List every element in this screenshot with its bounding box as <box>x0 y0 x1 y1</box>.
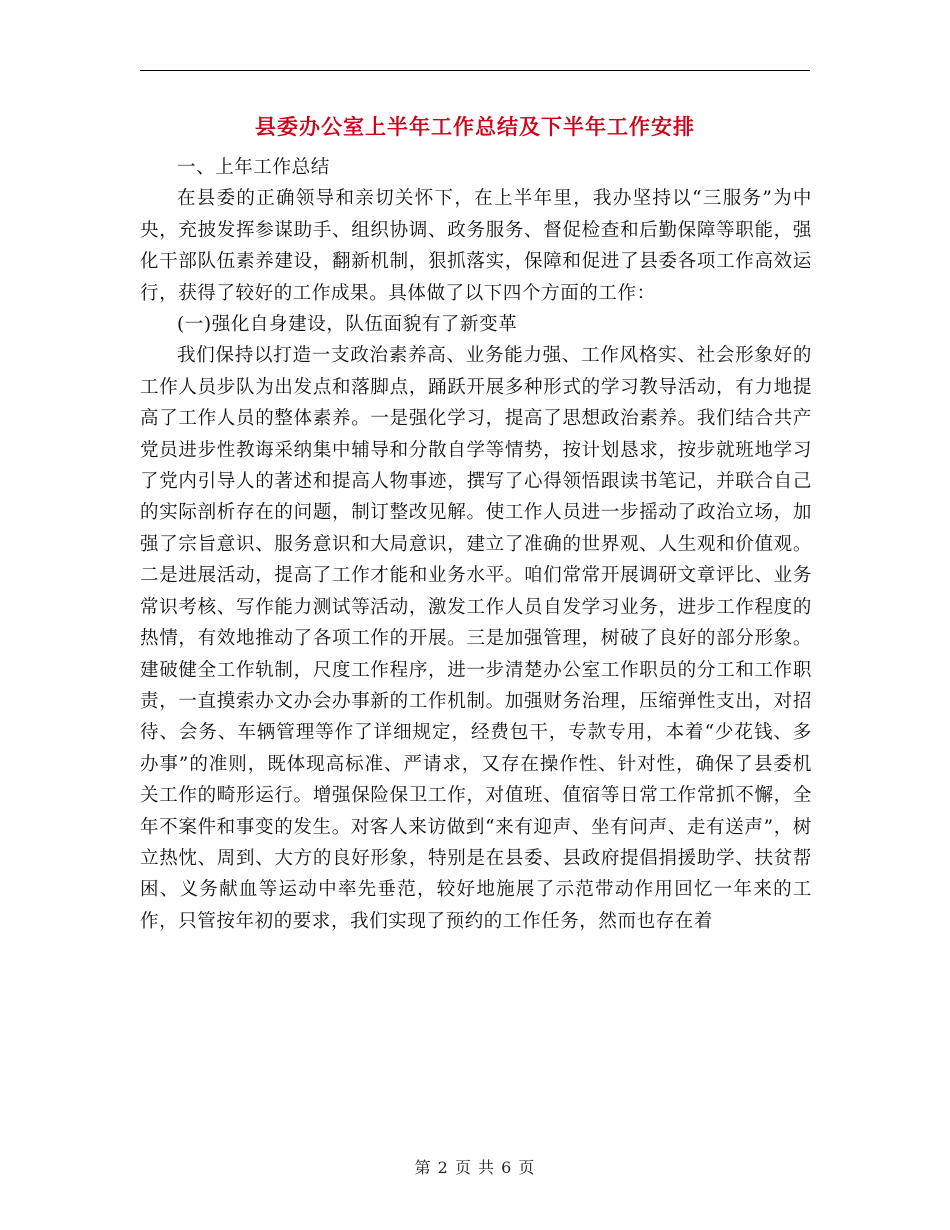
section-heading: 一、上年工作总结 <box>177 157 330 178</box>
intro-paragraph: 在县委的正确领导和亲切关怀下，在上半年里，我办坚持以“三服务”为中央，充披发挥参谋助手、组织协调、政务服务、督促检查和后勤保障等职能，强化干部队伍素养建设，翻新机制，狠抓落实，保障和促进了县委各项工作高效运行，获得了较好的工作成果。具体做了以下四个方面的工作： <box>140 188 812 304</box>
document-title: 县委办公室上半年工作总结及下半年工作安排 <box>255 114 695 139</box>
header-rule <box>140 70 810 71</box>
body-paragraph: 我们保持以打造一支政治素养高、业务能力强、工作风格实、社会形象好的工作人员步队为出发点和落脚点，踊跃开展多种形式的学习教导活动，有力地提高了工作人员的整体素养。一是强化学习，提高了思想政治素养。我们结合共产党员进步性教诲采纳集中辅导和分散自学等情势，按计划恳求，按步就班地学习了党内引导人的著述和提高人物事迹，撰写了心得领悟跟读书笔记，并联合自己的实际剖析存在的问题，制订整改见解。使工作人员进一步摇动了政治立场，加强了宗旨意识、服务意识和大局意识，建立了准确的世界观、人生观和价值观。二是进展活动，提高了工作才能和业务水平。咱们常常开展调研文章评比、业务常识考核、写作能力测试等活动，激发工作人员自发学习业务，进步工作程度的热情，有效地推动了各项工作的开展。三是加强管理，树破了良好的部分形象。建破健全工作轨制，尺度工作程序，进一步清楚办公室工作职员的分工和工作职责，一直摸索办文办会办事新的工作机制。加强财务治理，压缩弹性支出，对招待、会务、车辆管理等作了详细规定，经费包干，专款专用，本着“少花钱、多办事”的准则，既体现高标准、严请求，又存在操作性、针对性，确保了县委机关工作的畸形运行。增强保险保卫工作，对值班、值宿等日常工作常抓不懈，全年不案件和事变的发生。对客人来访做到“来有迎声、坐有问声、走有送声”，树立热忱、周到、大方的良好形象，特别是在县委、县政府提倡捐援助学、扶贫帮困、义务献血等运动中率先垂范，较好地施展了示范带动作用回忆一年来的工作，只管按年初的要求，我们实现了预约的工作任务，然而也存在着 <box>140 345 812 932</box>
document-body <box>140 152 812 937</box>
page-footer: 第 2 页 共 6 页 <box>414 1158 536 1177</box>
subsection-heading: (一)强化自身建设，队伍面貌有了新变革 <box>177 314 518 336</box>
